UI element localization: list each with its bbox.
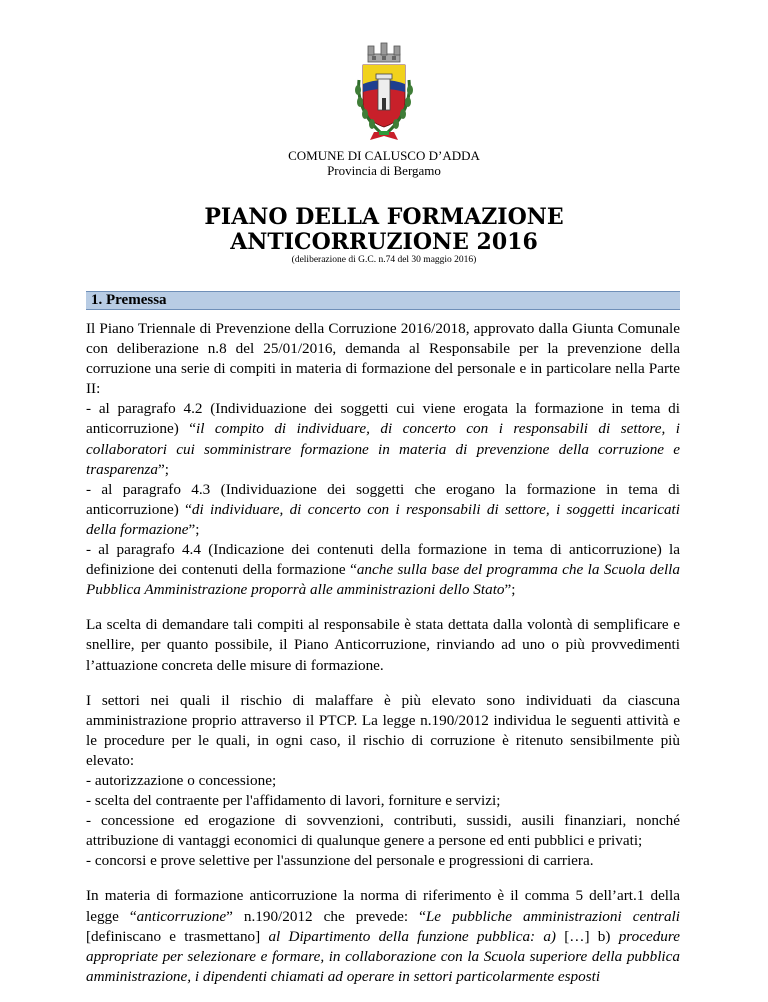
quoted-text: al Dipartimento della funzione pubblica: a) [268, 927, 556, 945]
paragraph-text: I settori nei quali il rischio di malaffare è più elevato sono individuati da ciascuna amministrazione proprio attraverso il PTCP. La legge n.190/2012 individua le seguenti attività e le procedure per le quali, in ogni caso, il rischio di corruzione è ritenuto sensibilmente più elevato: [86, 691, 680, 769]
text: […] b) [556, 927, 619, 945]
province-name: Provincia di Bergamo [327, 163, 441, 178]
quoted-text: anche sulla base del programma che la Scuola della Pubblica Amministrazione proporrà alle amministrazioni dello Stato [86, 561, 680, 599]
quoted-text: anticorruzione [136, 907, 227, 925]
document-title-line-1: PIANO DELLA FORMAZIONE [204, 204, 564, 230]
list-item: - concessione ed erogazione di sovvenzioni, contributi, sussidi, ausili finanziari, nonché attribuzione di vantaggi economici di qualunque genere a persone ed enti pubblici e privati; [86, 812, 680, 850]
punctuation: ”; [188, 520, 200, 538]
section-header-bar [86, 291, 680, 310]
paragraph-premise [86, 319, 680, 600]
municipality-name: COMUNE DI CALUSCO D’ADDA [288, 148, 480, 163]
document-title-line-2: ANTICORRUZIONE 2016 [230, 229, 538, 255]
paragraph-law-reference [86, 886, 680, 986]
list-item-text: - al paragrafo 4.4 (Indicazione dei contenuti della formazione in tema di anticorruzione) la definizione dei contenuti della formazione “ [86, 541, 680, 579]
section-heading: 1. Premessa [91, 292, 167, 308]
list-item-text: - al paragrafo 4.3 (Individuazione dei soggetti che erogano la formazione in tema di anticorruzione) “ [86, 480, 680, 518]
list-item: - autorizzazione o concessione; [86, 771, 277, 789]
text: ” n.190/2012 che prevede: “ [226, 907, 426, 925]
list-item-text: - al paragrafo 4.2 (Individuazione dei soggetti cui viene erogata la formazione in tema di anticorruzione) “ [86, 400, 680, 438]
paragraph-sectors [86, 691, 680, 872]
document-body [86, 319, 680, 1002]
quoted-text: Le pubbliche amministrazioni centrali [425, 907, 680, 925]
list-item: - concorsi e prove selettive per l'assunzione del personale e progressioni di carriera. [86, 852, 594, 870]
text: [definiscano e trasmettano] [86, 927, 269, 945]
coat-of-arms-icon [346, 40, 422, 144]
quoted-text: procedure appropriate per selezionare e formare, in collaborazione con la Scuola superiore della pubblica amministrazione, i dipendenti chiamati ad operare in settori particolarmente esposti [86, 927, 680, 985]
punctuation: ”; [504, 581, 516, 599]
text: In materia di formazione anticorruzione la norma di riferimento è il comma 5 dell’art.1 della legge “ [86, 887, 680, 925]
document-subtitle: (deliberazione di G.C. n.74 del 30 maggio 2016) [291, 255, 477, 265]
quoted-text: di individuare, di concerto con i responsabili di settore, i soggetti incaricati della formazione [86, 500, 680, 538]
quoted-text: il compito di individuare, di concerto con i responsabili di settore, i collaboratori cui somministrare formazione in materia di prevenzione della corruzione e trasparenza [86, 420, 680, 478]
paragraph-choice: La scelta di demandare tali compiti al responsabile è stata dettata dalla volontà di semplificare e snellire, per quanto possibile, il Piano Anticorruzione, rinviando ad uno o più provvedimenti l’attuazione concreta delle misure di formazione. [86, 616, 680, 674]
paragraph-text: Il Piano Triennale di Prevenzione della Corruzione 2016/2018, approvato dalla Giunta Comunale con deliberazione n.8 del 25/01/2016, demanda al Responsabile per la prevenzione della corruzione una serie di compiti in materia di formazione del personale e in particolare nella Parte II: [86, 320, 680, 398]
punctuation: ”; [158, 460, 169, 478]
list-item: - scelta del contraente per l'affidamento di lavori, forniture e servizi; [86, 792, 501, 810]
